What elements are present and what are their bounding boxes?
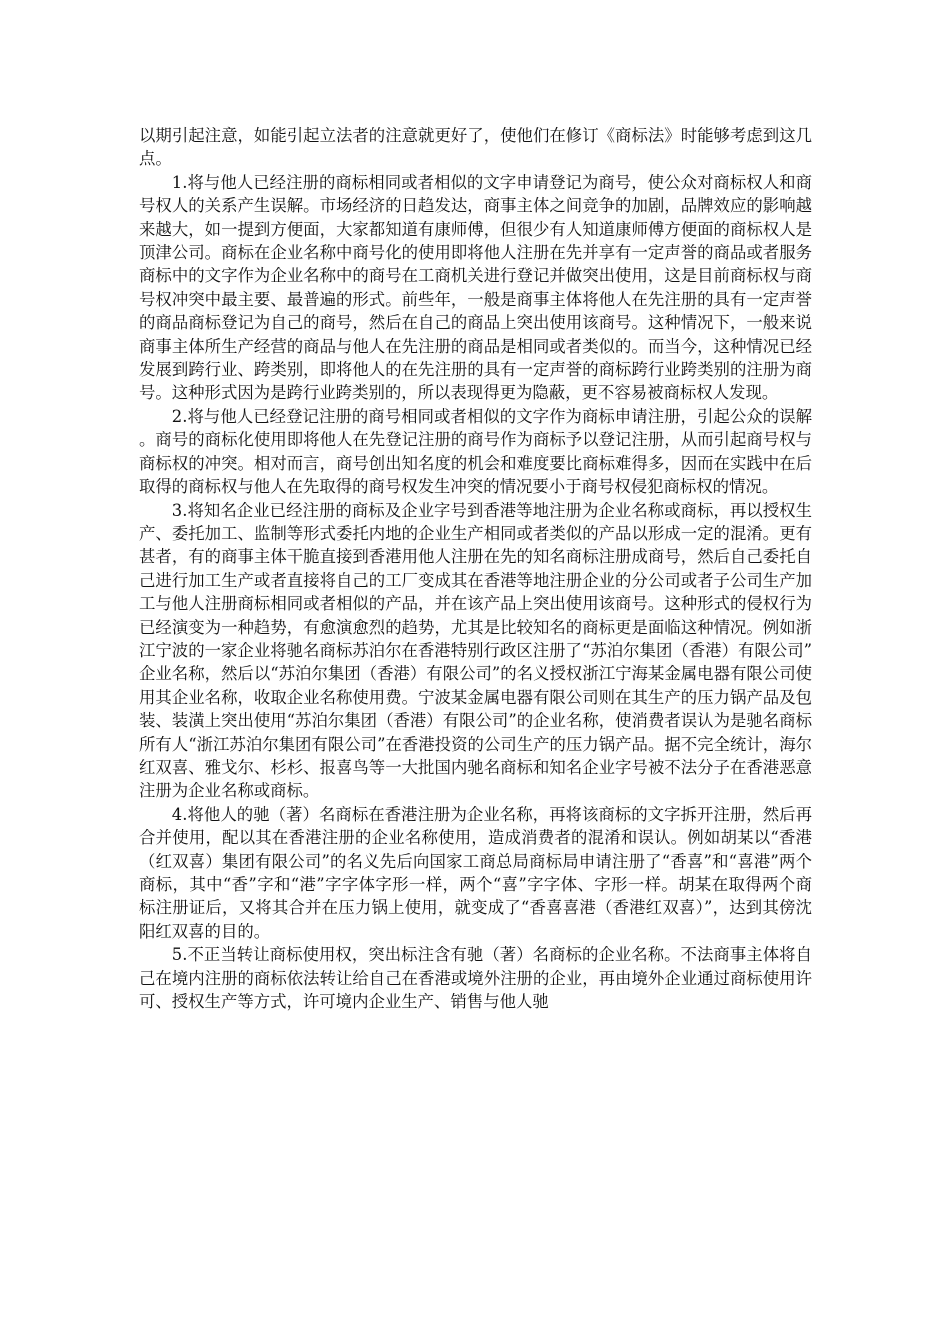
paragraph-point-3: 3.将知名企业已经注册的商标及企业字号到香港等地注册为企业名称或商标，再以授权生产、委托加工、监制等形式委托内地的企业生产相同或者类似的产品以形成一定的混淆。更有甚者，有的商事主体干脆直接到香港用他人注册在先的知名商标注册成商号，然后自己委托自己进行加工生产或者直接将自己的工厂变成其在香港等地注册企业的分公司或者子公司生产加工与他人注册商标相同或者相似的产品，并在该产品上突出使用该商号。这种形式的侵权行为已经演变为一种趋势，有愈演愈烈的趋势，尤其是比较知名的商标更是面临这种情况。例如浙江宁波的一家企业将驰名商标苏泊尔在香港特别行政区注册了“苏泊尔集团（香港）有限公司”企业名称，然后以“苏泊尔集团（香港）有限公司”的名义授权浙江宁海某金属电器有限公司使用其企业名称，收取企业名称使用费。宁波某金属电器有限公司则在其生产的压力锅产品及包装、装潢上突出使用“苏泊尔集团（香港）有限公司”的企业名称，使消费者误认为是驰名商标所有人“浙江苏泊尔集团有限公司”在香港投资的公司生产的压力锅产品。据不完全统计，海尔红双喜、雅戈尔、杉杉、报喜鸟等一大批国内驰名商标和知名企业字号被不法分子在香港恶意注册为企业名称或商标。: [139, 500, 812, 801]
paragraph-point-2: 2.将与他人已经登记注册的商号相同或者相似的文字作为商标申请注册，引起公众的误解。商号的商标化使用即将他人在先登记注册的商号作为商标予以登记注册，从而引起商号权与商标权的冲突。相对而言，商号创出知名度的机会和难度要比商标难得多，因而在实践中在后取得的商标权与他人在先取得的商号权发生冲突的情况要小于商号权侵犯商标权的情况。: [139, 406, 812, 497]
paragraph-intro-continued: 以期引起注意，如能引起立法者的注意就更好了，使他们在修订《商标法》时能够考虑到这几点。: [139, 126, 812, 169]
document-body: [139, 124, 812, 1013]
paragraph-point-4: 4.将他人的驰（著）名商标在香港注册为企业名称，再将该商标的文字拆开注册，然后再合并使用，配以其在香港注册的企业名称使用，造成消费者的混淆和误认。例如胡某以“香港（红双喜）集团有限公司”的名义先后向国家工商总局商标局申请注册了“香喜”和“喜港”两个商标，其中“香”字和“港”字字体字形一样，两个“喜”字字体、字形一样。胡某在取得两个商标注册证后，又将其合并在压力锅上使用，就变成了“香喜喜港（香港红双喜）”，达到其傍沈阳红双喜的目的。: [139, 804, 812, 941]
paragraph-point-1: 1.将与他人已经注册的商标相同或者相似的文字申请登记为商号，使公众对商标权人和商号权人的关系产生误解。市场经济的日趋发达，商事主体之间竞争的加剧，品牌效应的影响越来越大，如一提到方便面，大家都知道有康师傅，但很少有人知道康师傅方便面的商标权人是顶津公司。商标在企业名称中商号化的使用即将他人注册在先并享有一定声誉的商品或者服务商标中的文字作为企业名称中的商号在工商机关进行登记并做突出使用，这是目前商标权与商号权冲突中最主要、最普遍的形式。前些年，一般是商事主体将他人在先注册的具有一定声誉的商品商标登记为自己的商号，然后在自己的商品上突出使用该商号。这种情况下，一般来说商事主体所生产经营的商品与他人在先注册的商品是相同或者类似的。而当今，这种情况已经发展到跨行业、跨类别，即将他人的在先注册的具有一定声誉的商标跨行业跨类别的注册为商号。这种形式因为是跨行业跨类别的，所以表现得更为隐蔽，更不容易被商标权人发现。: [139, 172, 812, 403]
paragraph-point-5: 5.不正当转让商标使用权，突出标注含有驰（著）名商标的企业名称。不法商事主体将自己在境内注册的商标依法转让给自己在香港或境外注册的企业，再由境外企业通过商标使用许可、授权生产等方式，许可境内企业生产、销售与他人驰: [139, 945, 812, 1012]
